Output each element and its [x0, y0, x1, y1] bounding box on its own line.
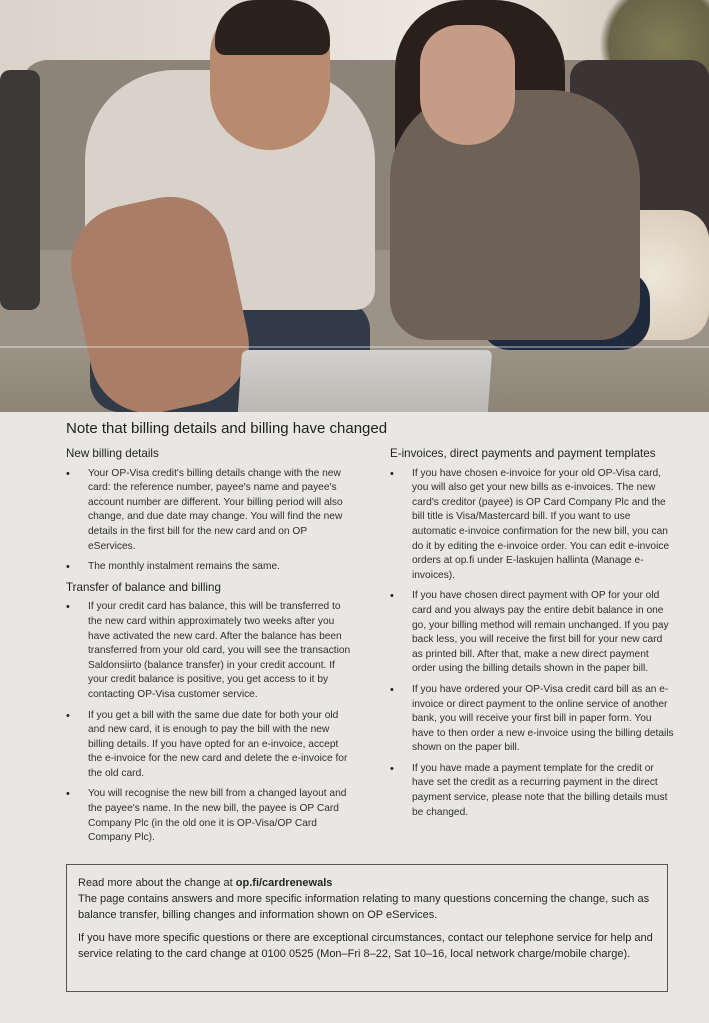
- contact-paragraph: If you have more specific questions or there are exceptional circumstances, contact our telephone service for help and service relating to the card change at 0100 0525 (Mon–Fri 8–22, Sat 10–16, local network charge/mobile charge).: [78, 932, 653, 960]
- list-item: • If you get a bill with the same due date for both your old and new card, it is enough to pay the bill with the new billing details. If you have opted for an e-invoice, accept the e-invoice for the new card and delete the e-invoice for the old card.: [66, 709, 351, 782]
- list-item: • Your OP-Visa credit's billing details change with the new card: the reference number, payee's name and payee's account number are different. Your billing period will also change, and due date may change. You will find the new details in the first bill for the new card and on OP eServices.: [66, 467, 351, 555]
- new-billing-list: [66, 467, 351, 575]
- read-more-prefix: Read more about the change at: [78, 877, 236, 889]
- list-item: • You will recognise the new bill from a changed layout and the payee's name. In the new bill, the payee is OP Card Company Plc (in the old one it is OP-Visa/OP Card Company Plc).: [66, 787, 351, 845]
- read-more-paragraph: [78, 875, 656, 923]
- hero-photo-couple-laptop: [0, 0, 709, 412]
- list-item: • If you have chosen e-invoice for your old OP-Visa card, you will also get your new bills as e-invoices. The new card's creditor (payee) is OP Card Company Plc and the bill title is Visa/Mastercard bill. If you want to use automatic e-invoice confirmation for the new bill, you can do it by editing the e-invoice order. You can edit e-invoice orders at op.fi under E-laskujen hallinta (Manage e-invoices).: [390, 467, 675, 584]
- transfer-title: Transfer of balance and billing: [66, 580, 221, 594]
- new-billing-title: New billing details: [66, 447, 159, 460]
- read-more-link[interactable]: op.fi/cardrenewals: [235, 877, 333, 889]
- left-column: [66, 447, 351, 852]
- transfer-list: [66, 600, 351, 846]
- right-column: [390, 447, 675, 826]
- list-item: • If your credit card has balance, this will be transferred to the new card within approximately two weeks after you have activated the new card. After the balance has been transferred from your old card, you will see the transaction Saldonsiirto (balance transfer) in your credit account. If your credit balance is positive, you get access to it by contacting OP-Visa customer service.: [66, 600, 351, 702]
- page-heading: Note that billing details and billing have changed: [66, 420, 388, 437]
- photo-pillow-left: [0, 70, 40, 310]
- info-box: [66, 864, 668, 992]
- einvoice-title: E-invoices, direct payments and payment templates: [390, 447, 656, 460]
- paper-fold-line: [0, 346, 709, 348]
- einvoice-list: [390, 467, 675, 821]
- photo-woman-body: [390, 90, 640, 340]
- photo-man-hair: [215, 0, 330, 55]
- photo-laptop: [238, 350, 492, 412]
- list-item: • The monthly instalment remains the same.: [66, 560, 351, 575]
- photo-woman-face: [420, 25, 515, 145]
- list-item: • If you have ordered your OP-Visa credit card bill as an e-invoice or direct payment to the online service of another bank, you will receive your first bill in paper form. You have to then order a new e-invoice using the billing details shown on the paper bill.: [390, 683, 675, 756]
- list-item: • If you have made a payment template for the credit or have set the credit as a recurring payment in the direct payment service, please note that the billing details must be changed.: [390, 762, 675, 820]
- list-item: • If you have chosen direct payment with OP for your old card and you always pay the entire debit balance in one go, your billing method will remain unchanged. If you pay back less, you will receive the first bill for your new card as printed bill. After that, make a new direct payment order using the billing details shown in the paper bill.: [390, 589, 675, 677]
- page-contains-text: The page contains answers and more specific information relating to many questions concerning the change, such as balance transfer, billing changes and information shown on OP eServices.: [78, 893, 650, 921]
